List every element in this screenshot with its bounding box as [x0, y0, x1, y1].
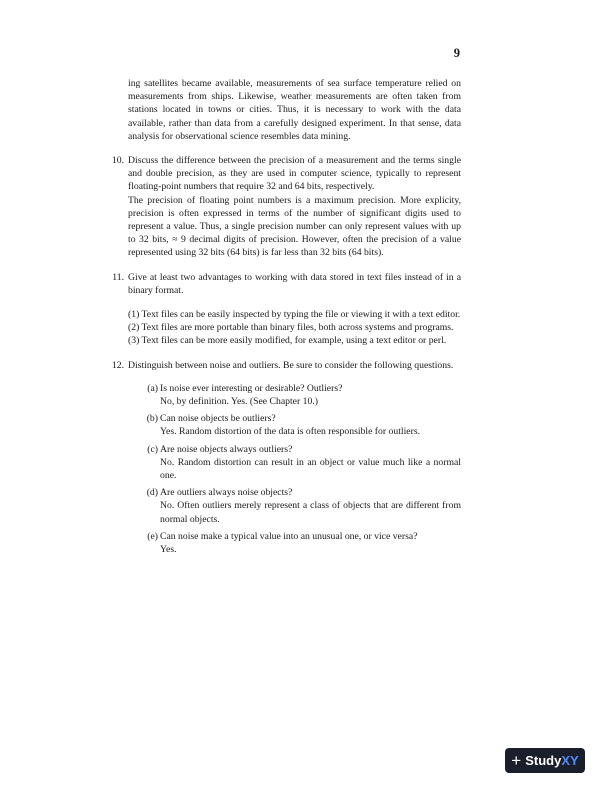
intro-text: ing satellites became available, measurements of sea surface temperature relied on measurements from ships. Likewise, weather measurements are often taken from stations located in towns or cities. Thus, it is necessary to work with the data available, rather than data from a carefully designed experiment. In that sense, data analysis for observational science resembles data mining. — [128, 78, 461, 142]
sub-question-text: Can noise objects be outliers? — [160, 413, 276, 425]
page-number: 9 — [453, 46, 460, 60]
question-number: 11. — [112, 271, 124, 283]
question-text: Give at least two advantages to working with data stored in text files instead of in a binary format. — [128, 271, 461, 296]
question-12 — [106, 359, 461, 557]
sub-answer-text: No, by definition. Yes. (See Chapter 10.) — [160, 396, 318, 408]
question-number: 10. — [111, 155, 124, 167]
sub-question-text: Is noise ever interesting or desirable? Outliers? — [160, 382, 343, 394]
sub-label: (d) — [146, 487, 158, 499]
question-text: Distinguish between noise and outliers. Be sure to consider the following questions. — [128, 359, 454, 371]
sub-answer-text: Yes. — [160, 544, 177, 556]
sub-question-text: Can noise make a typical value into an unusual one, or vice versa? — [160, 530, 418, 542]
sub-answer-text: Yes. Random distortion of the data is often responsible for outliers. — [160, 426, 421, 438]
sub-question-e — [128, 530, 461, 556]
studyxy-logo[interactable] — [505, 748, 585, 773]
question-10 — [106, 154, 461, 260]
answer-item: (1) Text files can be easily inspected by typing the file or viewing it with a text editor. — [128, 309, 461, 321]
sub-label: (e) — [147, 530, 158, 542]
question-text: Discuss the difference between the precision of a measurement and the terms single and double precision, as they are used in computer science, typically to represent floating-point numbers that require 32 and 64 bits, respectively. — [128, 155, 461, 193]
sub-question-b — [128, 412, 461, 438]
document-body — [106, 77, 461, 560]
logo-xy-text: XY — [561, 753, 579, 768]
sub-question-c — [128, 443, 461, 483]
answer-item: (2) Text files are more portable than binary files, both across systems and programs. — [128, 322, 454, 334]
question-11 — [106, 271, 461, 348]
sub-label: (b) — [146, 413, 158, 425]
logo-study-text: Study — [525, 753, 562, 768]
sub-label: (c) — [147, 443, 158, 455]
answer-text: The precision of floating point numbers is a maximum precision. More explicity, precision is often expressed in terms of the number of significant digits used to represent a value. Thus, a single precision number can only represent values with up to 32 bits, ≈ 9 decimal digits of precision. However, often the precision of a value represented using 32 bits (64 bits) is far less than 32 bits (64 bits). — [128, 194, 461, 259]
sub-question-a — [128, 382, 461, 408]
sub-question-text: Are outliers always noise objects? — [160, 487, 293, 499]
sub-question-text: Are noise objects always outliers? — [160, 443, 293, 455]
answer-item: (3) Text files can be more easily modified, for example, using a text editor or perl. — [128, 335, 447, 347]
sub-question-d — [128, 486, 461, 526]
sub-answer-text: No. Often outliers merely represent a class of objects that are different from normal objects. — [160, 500, 461, 525]
sub-label: (a) — [147, 382, 158, 394]
sub-answer-text: No. Random distortion can result in an object or value much like a normal one. — [160, 456, 461, 482]
sub-question-list — [128, 382, 461, 556]
intro-paragraph — [106, 77, 461, 143]
question-number: 12. — [111, 359, 124, 371]
plus-icon: + — [511, 751, 522, 770]
answer-list — [128, 308, 461, 348]
